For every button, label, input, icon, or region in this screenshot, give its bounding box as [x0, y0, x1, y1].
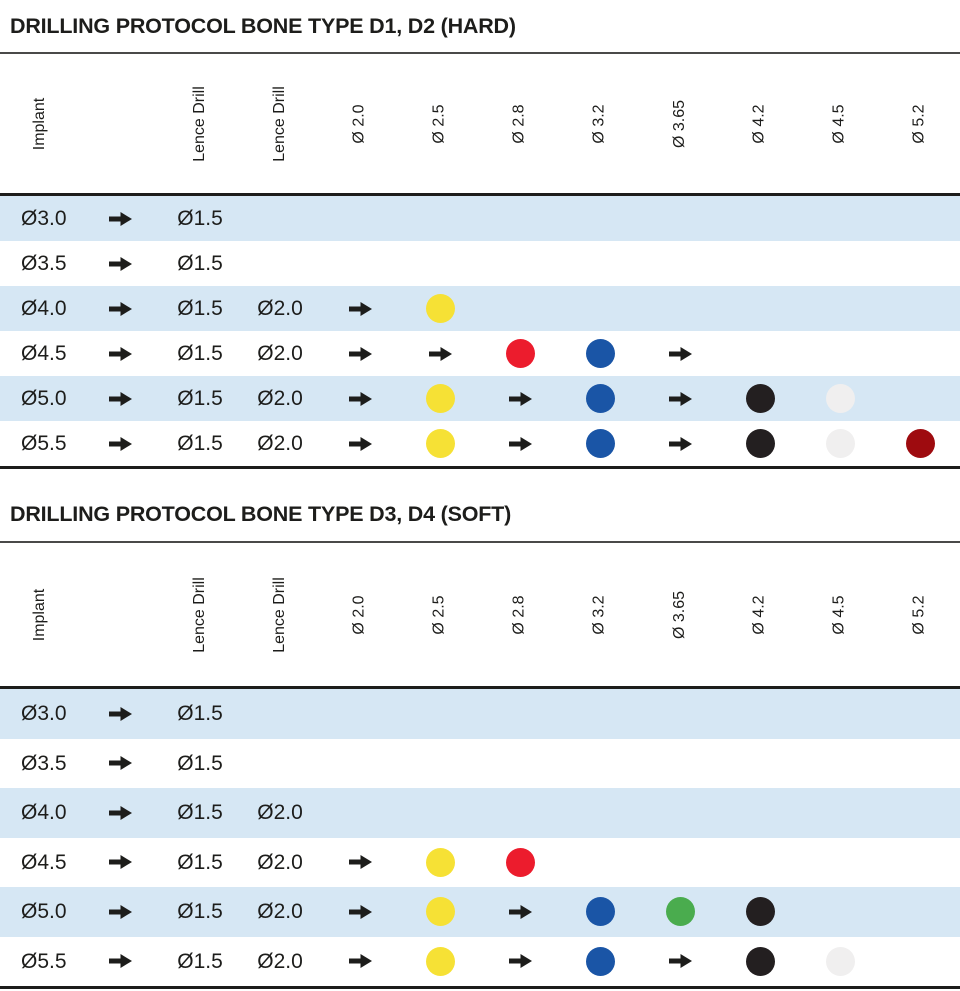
table-row-o4.5 [0, 331, 960, 376]
empty-cell [560, 838, 640, 888]
blue-dot [586, 897, 615, 926]
drill-diameter-label: Ø1.5 [177, 850, 223, 874]
black-dot [746, 384, 775, 413]
column-header-row-hard [0, 52, 960, 196]
column-header-o-2.5 [400, 594, 480, 635]
drill-step-cell [400, 887, 480, 937]
drill-diameter-label: Ø1.5 [177, 702, 223, 726]
empty-cell [800, 887, 880, 937]
empty-cell [320, 241, 400, 286]
table-row-o3.5 [0, 739, 960, 789]
drill-diameter-label: Ø1.5 [177, 207, 223, 230]
black-dot [746, 947, 775, 976]
empty-cell [560, 196, 640, 241]
drill-step-cell [560, 331, 640, 376]
empty-cell [560, 241, 640, 286]
column-header-label: Ø 4.5 [830, 594, 848, 635]
drill-step-cell [720, 421, 800, 466]
column-header-label: Ø 3.2 [590, 103, 608, 144]
table-row-o3.0 [0, 689, 960, 739]
arrow-right-icon [80, 421, 160, 466]
column-header-label: Lence Drill [271, 85, 288, 162]
column-header-label: Ø 2.0 [350, 103, 368, 144]
drill-step-cell [400, 286, 480, 331]
drill-step-cell [400, 937, 480, 987]
empty-cell [480, 241, 560, 286]
drill-diameter-label: Ø2.0 [257, 297, 303, 320]
column-header-o-4.2 [720, 103, 800, 144]
empty-cell [880, 937, 960, 987]
empty-cell [640, 838, 720, 888]
column-header-lence-drill [240, 85, 320, 162]
table-row-o5.0 [0, 376, 960, 421]
column-header-label: Lence Drill [191, 576, 208, 653]
empty-cell [880, 788, 960, 838]
drill-step-cell [480, 838, 560, 888]
empty-cell [720, 788, 800, 838]
empty-cell [880, 241, 960, 286]
empty-cell [720, 196, 800, 241]
white-dot [826, 384, 855, 413]
drill-step-cell [640, 887, 720, 937]
arrow-right-icon [80, 331, 160, 376]
empty-cell [880, 331, 960, 376]
implant-diameter-label: Ø3.5 [21, 751, 67, 775]
empty-cell [640, 241, 720, 286]
column-header-label: Ø 2.5 [430, 594, 448, 635]
arrow-right-icon [80, 241, 160, 286]
white-dot [826, 947, 855, 976]
empty-cell [480, 788, 560, 838]
implant-diameter-label: Ø4.0 [21, 297, 67, 320]
drill-diameter-label: Ø1.5 [177, 949, 223, 973]
table-row-o4.0 [0, 788, 960, 838]
column-header-label: Ø 2.8 [510, 594, 528, 635]
drill-step-cell [400, 421, 480, 466]
empty-cell [480, 196, 560, 241]
empty-cell [320, 689, 400, 739]
empty-cell [320, 739, 400, 789]
implant-diameter-label: Ø5.5 [21, 432, 67, 455]
drill-step-cell [480, 331, 560, 376]
empty-cell [720, 331, 800, 376]
empty-cell [880, 689, 960, 739]
empty-cell [480, 286, 560, 331]
yellow-dot [426, 947, 455, 976]
drill-step-cell [880, 421, 960, 466]
column-header-o-4.5 [800, 594, 880, 635]
empty-cell [800, 331, 880, 376]
arrow-right-icon [320, 838, 400, 888]
column-header-label: Implant [31, 97, 48, 150]
table-row-o5.0 [0, 887, 960, 937]
empty-cell [240, 689, 320, 739]
drill-diameter-label: Ø2.0 [257, 387, 303, 410]
yellow-dot [426, 848, 455, 877]
empty-cell [480, 739, 560, 789]
column-header-label: Ø 3.2 [590, 594, 608, 635]
column-header-o-3.2 [560, 103, 640, 144]
empty-cell [800, 739, 880, 789]
implant-diameter-label: Ø3.5 [21, 252, 67, 275]
table-row-o4.5 [0, 838, 960, 888]
column-header-o-4.5 [800, 103, 880, 144]
arrow-right-icon [400, 331, 480, 376]
column-header-o-3.65 [640, 590, 720, 639]
empty-cell [240, 739, 320, 789]
empty-cell [640, 196, 720, 241]
empty-cell [880, 739, 960, 789]
blue-dot [586, 429, 615, 458]
table-body-soft [0, 689, 960, 989]
column-header-label: Ø 2.0 [350, 594, 368, 635]
implant-diameter-label: Ø3.0 [21, 207, 67, 230]
empty-cell [720, 241, 800, 286]
column-header-label: Ø 3.65 [671, 590, 688, 639]
column-header-o-3.65 [640, 99, 720, 148]
implant-diameter-label: Ø5.0 [21, 900, 67, 924]
empty-cell [560, 739, 640, 789]
drill-step-cell [400, 838, 480, 888]
empty-cell [800, 689, 880, 739]
empty-cell [800, 196, 880, 241]
empty-cell [720, 838, 800, 888]
column-header-o-2.0 [320, 103, 400, 144]
arrow-right-icon [80, 887, 160, 937]
empty-cell [880, 196, 960, 241]
column-header-o-4.2 [720, 594, 800, 635]
drill-diameter-label: Ø1.5 [177, 252, 223, 275]
empty-cell [800, 788, 880, 838]
column-header-label: Ø 5.2 [910, 103, 928, 144]
empty-cell [320, 196, 400, 241]
drill-diameter-label: Ø2.0 [257, 900, 303, 924]
column-header-row-soft [0, 541, 960, 689]
implant-diameter-label: Ø4.5 [21, 342, 67, 365]
drill-step-cell [560, 887, 640, 937]
arrow-right-icon [80, 838, 160, 888]
column-header-label: Lence Drill [191, 85, 208, 162]
empty-cell [480, 689, 560, 739]
yellow-dot [426, 294, 455, 323]
empty-cell [560, 286, 640, 331]
drill-step-cell [560, 937, 640, 987]
arrow-right-icon [320, 421, 400, 466]
table-row-o3.0 [0, 196, 960, 241]
column-header-label: Ø 4.2 [750, 594, 768, 635]
blue-dot [586, 339, 615, 368]
empty-cell [560, 788, 640, 838]
arrow-right-icon [320, 331, 400, 376]
empty-cell [720, 739, 800, 789]
arrow-right-icon [320, 887, 400, 937]
arrow-right-icon [480, 937, 560, 987]
drill-step-cell [800, 937, 880, 987]
implant-diameter-label: Ø5.5 [21, 949, 67, 973]
arrow-right-icon [80, 937, 160, 987]
table-row-o5.5 [0, 421, 960, 466]
drill-diameter-label: Ø1.5 [177, 900, 223, 924]
column-header-o-3.2 [560, 594, 640, 635]
drill-step-cell [720, 887, 800, 937]
empty-cell [560, 689, 640, 739]
drill-step-cell [560, 376, 640, 421]
implant-diameter-label: Ø4.5 [21, 850, 67, 874]
drill-diameter-label: Ø1.5 [177, 387, 223, 410]
column-header-lence-drill [160, 576, 240, 653]
arrow-right-icon [80, 286, 160, 331]
empty-cell [640, 739, 720, 789]
empty-cell [640, 286, 720, 331]
arrow-right-icon [320, 937, 400, 987]
column-header-lence-drill [240, 576, 320, 653]
column-header-lence-drill [160, 85, 240, 162]
column-header-implant [0, 588, 80, 641]
yellow-dot [426, 429, 455, 458]
protocol-table-soft [0, 469, 960, 989]
table-body-hard [0, 196, 960, 469]
drill-diameter-label: Ø2.0 [257, 432, 303, 455]
dark-red-dot [906, 429, 935, 458]
column-header-label: Ø 3.65 [671, 99, 688, 148]
table-title-hard: DRILLING PROTOCOL BONE TYPE D1, D2 (HARD) [10, 14, 516, 38]
empty-cell [880, 838, 960, 888]
drill-step-cell [560, 421, 640, 466]
empty-cell [320, 788, 400, 838]
arrow-right-icon [640, 937, 720, 987]
drill-diameter-label: Ø1.5 [177, 342, 223, 365]
drill-step-cell [800, 376, 880, 421]
drill-diameter-label: Ø1.5 [177, 297, 223, 320]
drill-step-cell [800, 421, 880, 466]
yellow-dot [426, 384, 455, 413]
arrow-right-icon [480, 421, 560, 466]
table-row-o3.5 [0, 241, 960, 286]
column-header-o-2.0 [320, 594, 400, 635]
red-dot [506, 339, 535, 368]
drill-diameter-label: Ø1.5 [177, 751, 223, 775]
yellow-dot [426, 897, 455, 926]
empty-cell [880, 887, 960, 937]
empty-cell [240, 241, 320, 286]
drill-diameter-label: Ø2.0 [257, 850, 303, 874]
drill-diameter-label: Ø2.0 [257, 801, 303, 825]
column-header-label: Ø 2.8 [510, 103, 528, 144]
empty-cell [640, 788, 720, 838]
implant-diameter-label: Ø4.0 [21, 801, 67, 825]
arrow-right-icon [640, 421, 720, 466]
empty-cell [720, 286, 800, 331]
column-header-o-2.5 [400, 103, 480, 144]
drill-diameter-label: Ø2.0 [257, 949, 303, 973]
column-header-label: Ø 4.2 [750, 103, 768, 144]
empty-cell [400, 196, 480, 241]
black-dot [746, 897, 775, 926]
drill-step-cell [720, 937, 800, 987]
drill-diameter-label: Ø1.5 [177, 801, 223, 825]
blue-dot [586, 947, 615, 976]
arrow-right-icon [80, 788, 160, 838]
column-header-implant [0, 97, 80, 150]
table-row-o5.5 [0, 937, 960, 987]
empty-cell [880, 376, 960, 421]
empty-cell [800, 838, 880, 888]
arrow-right-icon [80, 739, 160, 789]
empty-cell [400, 739, 480, 789]
column-header-label: Ø 4.5 [830, 103, 848, 144]
empty-cell [400, 241, 480, 286]
arrow-right-icon [320, 376, 400, 421]
arrow-right-icon [640, 376, 720, 421]
column-header-o-5.2 [880, 103, 960, 144]
empty-cell [240, 196, 320, 241]
empty-cell [800, 241, 880, 286]
column-header-label: Ø 5.2 [910, 594, 928, 635]
empty-cell [400, 689, 480, 739]
implant-diameter-label: Ø3.0 [21, 702, 67, 726]
table-row-o4.0 [0, 286, 960, 331]
empty-cell [720, 689, 800, 739]
green-dot [666, 897, 695, 926]
drill-diameter-label: Ø2.0 [257, 342, 303, 365]
blue-dot [586, 384, 615, 413]
arrow-right-icon [80, 376, 160, 421]
drill-step-cell [400, 376, 480, 421]
arrow-right-icon [320, 286, 400, 331]
drill-step-cell [720, 376, 800, 421]
implant-diameter-label: Ø5.0 [21, 387, 67, 410]
arrow-right-icon [80, 689, 160, 739]
column-header-o-2.8 [480, 594, 560, 635]
column-header-label: Lence Drill [271, 576, 288, 653]
arrow-right-icon [80, 196, 160, 241]
column-header-label: Implant [31, 588, 48, 641]
table-title-soft: DRILLING PROTOCOL BONE TYPE D3, D4 (SOFT) [10, 502, 512, 526]
red-dot [506, 848, 535, 877]
empty-cell [800, 286, 880, 331]
empty-cell [880, 286, 960, 331]
drill-diameter-label: Ø1.5 [177, 432, 223, 455]
column-header-o-2.8 [480, 103, 560, 144]
arrow-right-icon [480, 887, 560, 937]
empty-cell [640, 689, 720, 739]
empty-cell [400, 788, 480, 838]
protocol-table-hard [0, 0, 960, 469]
arrow-right-icon [640, 331, 720, 376]
column-header-o-5.2 [880, 594, 960, 635]
white-dot [826, 429, 855, 458]
column-header-label: Ø 2.5 [430, 103, 448, 144]
black-dot [746, 429, 775, 458]
arrow-right-icon [480, 376, 560, 421]
